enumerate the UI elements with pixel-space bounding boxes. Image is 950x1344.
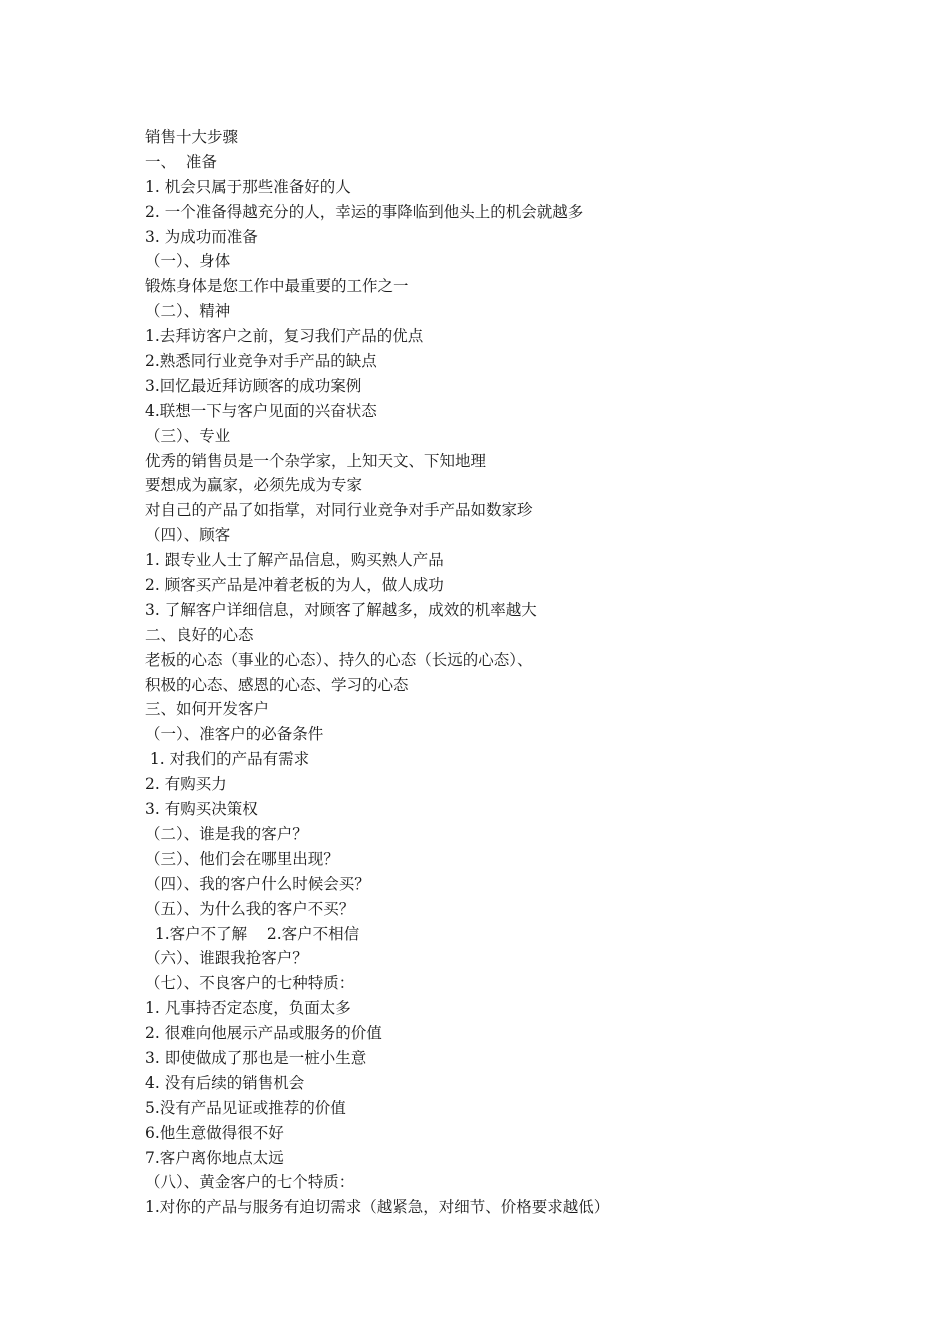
document-line: 二、良好的心态 (145, 625, 254, 644)
document-line: （四）、我的客户什么时候会买？ (145, 874, 370, 893)
document-line: 老板的心态（事业的心态）、持久的心态（长远的心态）、 (145, 650, 533, 669)
document-line: 3. 了解客户详细信息，对顾客了解越多，成效的机率越大 (145, 600, 537, 619)
document-line: 2. 有购买力 (145, 775, 227, 794)
document-line: （四）、顾客 (145, 526, 231, 545)
document-line: （六）、谁跟我抢客户？ (145, 949, 308, 968)
document-line: （二）、谁是我的客户？ (145, 824, 308, 843)
document-line: （五）、为什么我的客户不买？ (145, 899, 355, 918)
document-line: 积极的心态、感恩的心态、学习的心态 (145, 675, 409, 694)
document-line: 1. 对我们的产品有需求 (145, 750, 310, 769)
document-line: 1. 凡事持否定态度，负面太多 (145, 999, 351, 1018)
document-line: 三、如何开发客户 (145, 700, 270, 719)
document-line: （三）、专业 (145, 426, 231, 445)
document-line: 2. 顾客买产品是冲着老板的为人，做人成功 (145, 576, 444, 595)
document-line: 3. 即使做成了那也是一桩小生意 (145, 1048, 367, 1067)
document-line: 1. 机会只属于那些准备好的人 (145, 177, 351, 196)
document-line: 优秀的销售员是一个杂学家，上知天文、下知地理 (145, 451, 487, 470)
document-line: （二）、精神 (145, 302, 231, 321)
document-line: 2.熟悉同行业竞争对手产品的缺点 (145, 352, 377, 371)
document-line: 1.对你的产品与服务有迫切需求（越紧急，对细节、价格要求越低） (145, 1198, 610, 1217)
document-line: （三）、他们会在哪里出现？ (145, 849, 339, 868)
document-line: （一）、准客户的必备条件 (145, 725, 324, 744)
document-line: 3. 有购买决策权 (145, 800, 258, 819)
document-line: 2. 一个准备得越充分的人，幸运的事降临到他头上的机会就越多 (145, 202, 584, 221)
document-body (145, 150, 905, 1220)
document-line: 6.他生意做得很不好 (145, 1123, 284, 1142)
document-line: 7.客户离你地点太远 (145, 1148, 284, 1167)
document-line: 3.回忆最近拜访顾客的成功案例 (145, 376, 362, 395)
document-line: （七）、不良客户的七种特质： (145, 974, 355, 993)
document-line: 4.联想一下与客户见面的兴奋状态 (145, 401, 377, 420)
document-line: 1.客户不了解 2.客户不相信 (145, 924, 360, 943)
document-title: 销售十大步骤 (145, 128, 239, 146)
document-line: 锻炼身体是您工作中最重要的工作之一 (145, 277, 409, 296)
document-line: 3. 为成功而准备 (145, 227, 258, 246)
document-line: 要想成为赢家，必须先成为专家 (145, 476, 363, 495)
document-line: 对自己的产品了如指掌，对同行业竞争对手产品如数家珍 (145, 501, 533, 520)
document-line: 1.去拜访客户之前，复习我们产品的优点 (145, 327, 424, 346)
document-line: （一）、身体 (145, 252, 231, 271)
document-line: 4. 没有后续的销售机会 (145, 1073, 305, 1092)
document-line: 一、 准备 (145, 152, 217, 171)
document-page (145, 125, 905, 1220)
document-line: 2. 很难向他展示产品或服务的价值 (145, 1024, 382, 1043)
document-line: 5.没有产品见证或推荐的价值 (145, 1098, 346, 1117)
document-line: （八）、黄金客户的七个特质： (145, 1173, 355, 1192)
document-line: 1. 跟专业人士了解产品信息，购买熟人产品 (145, 551, 444, 570)
